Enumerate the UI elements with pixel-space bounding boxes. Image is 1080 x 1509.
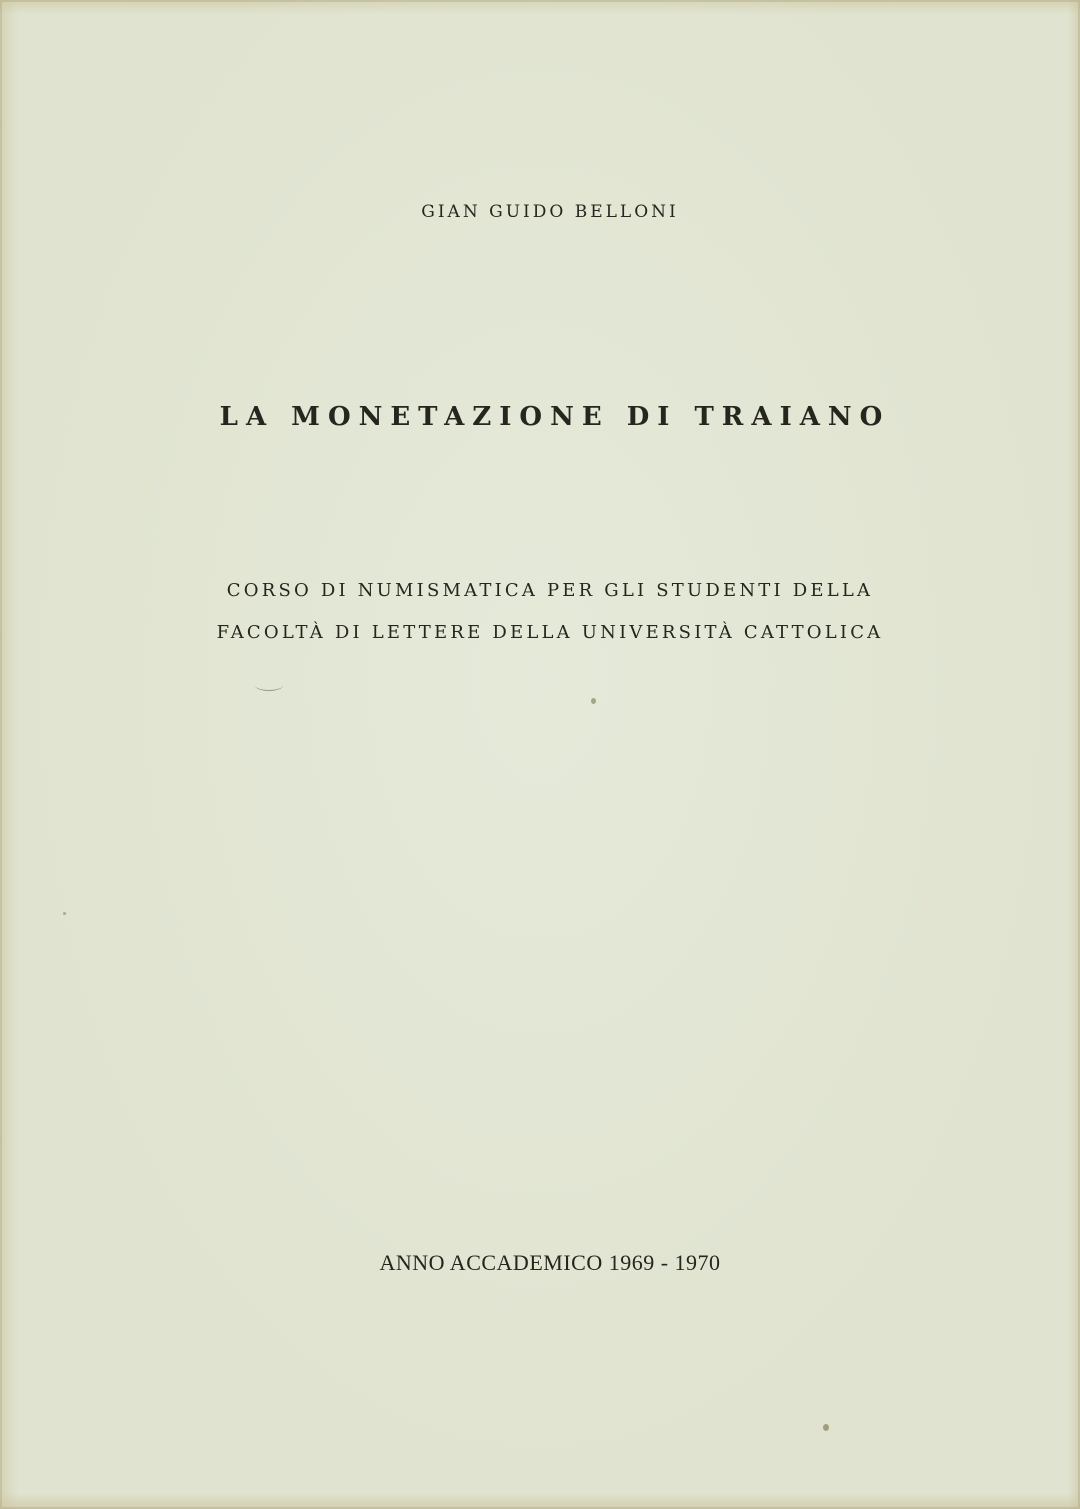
paper-speck — [63, 912, 66, 915]
paper-speck — [823, 1424, 829, 1431]
academic-year: ANNO ACCADEMICO 1969 - 1970 — [379, 1250, 721, 1275]
book-title: LA MONETAZIONE DI TRAIANO — [219, 402, 891, 432]
subtitle-line-2: FACOLTÀ DI LETTERE DELLA UNIVERSITÀ CATTOLICA — [216, 622, 884, 643]
paper-speck — [591, 698, 596, 704]
subtitle-line-1: CORSO DI NUMISMATICA PER GLI STUDENTI DELLA — [226, 580, 874, 601]
author-name: GIAN GUIDO BELLONI — [421, 202, 679, 222]
pencil-mark — [255, 680, 283, 691]
